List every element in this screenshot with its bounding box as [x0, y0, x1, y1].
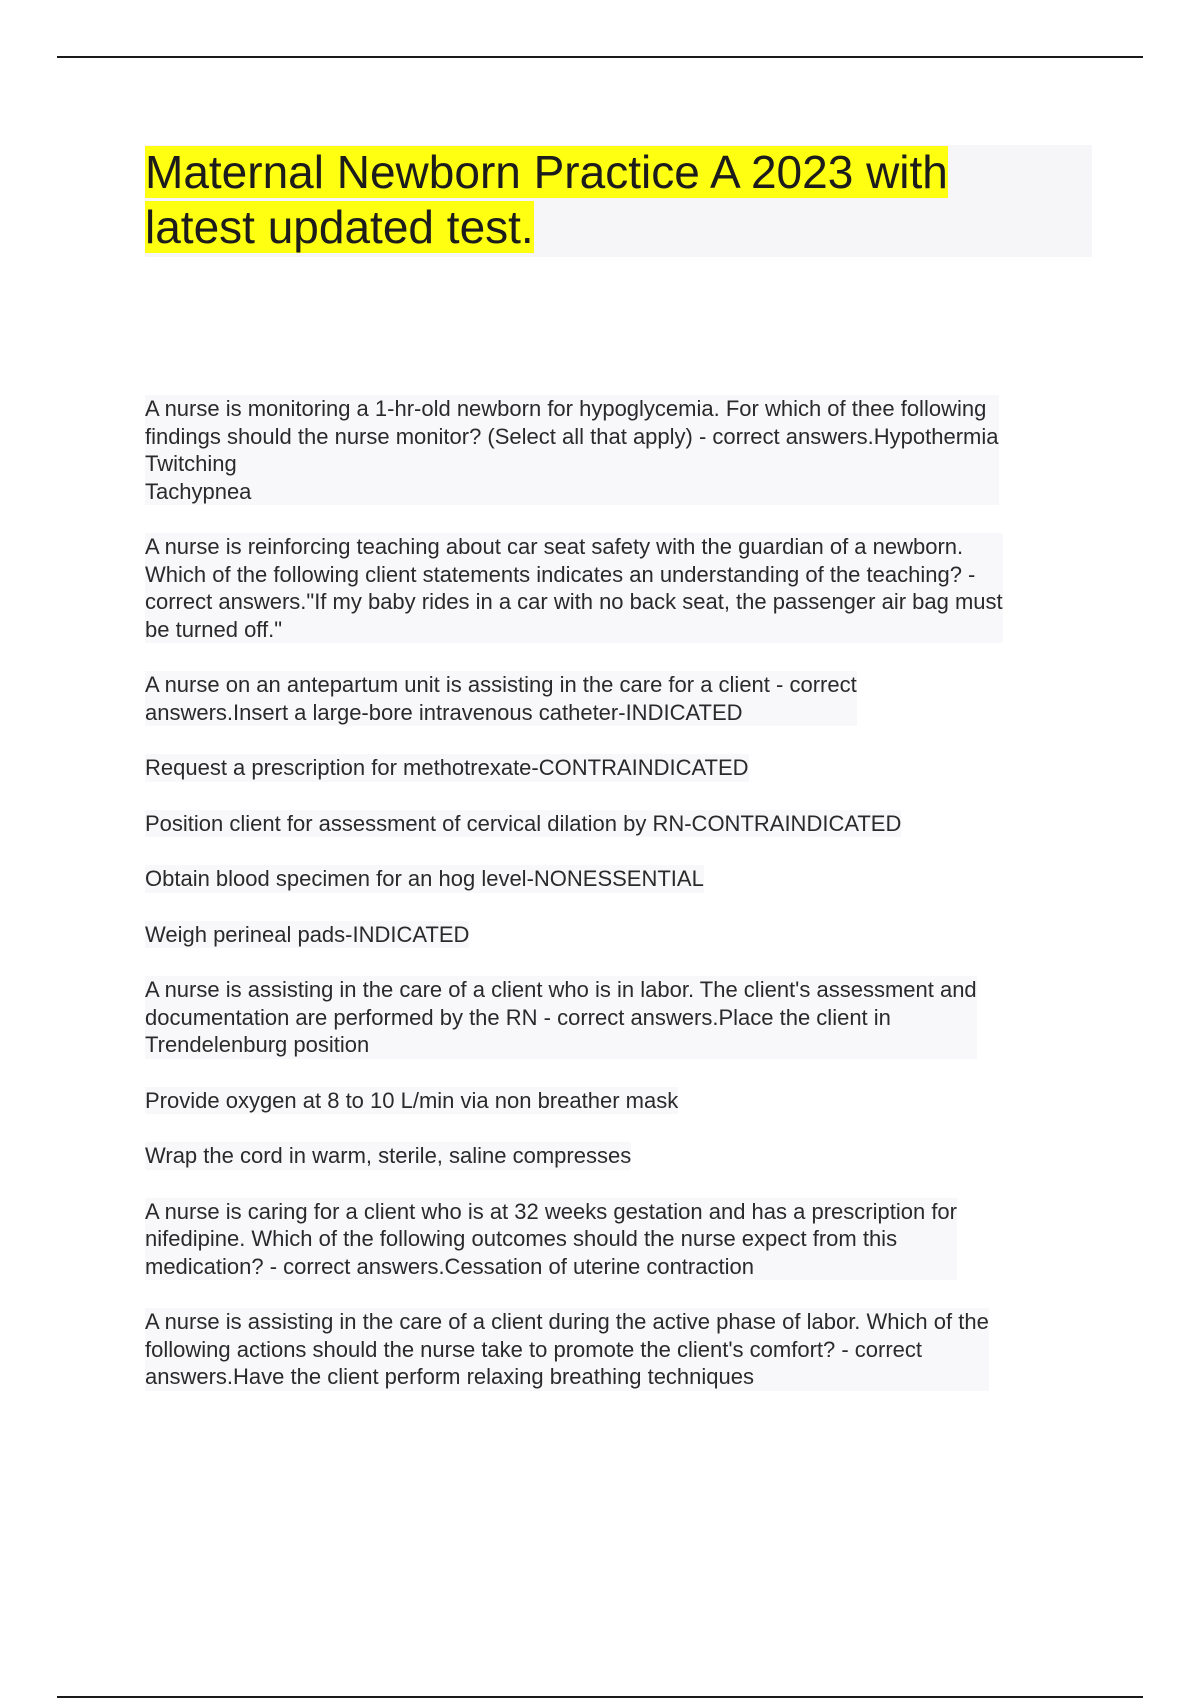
- paragraph-line: nifedipine. Which of the following outcomes should the nurse expect from this: [145, 1226, 898, 1251]
- paragraph-line: Twitching: [145, 451, 237, 476]
- paragraph-line: A nurse is assisting in the care of a client during the active phase of labor. Which of the: [145, 1309, 989, 1334]
- paragraph-line: A nurse is caring for a client who is at 32 weeks gestation and has a prescription for: [145, 1198, 957, 1224]
- question-paragraph: [145, 865, 704, 893]
- top-rule: [57, 56, 1143, 58]
- paragraph-line: Position client for assessment of cervical dilation by RN-CONTRAINDICATED: [145, 810, 902, 836]
- paragraph-line: Obtain blood specimen for an hog level-NONESSENTIAL: [145, 866, 704, 891]
- paragraph-line: following actions should the nurse take to promote the client's comfort? - correct: [145, 1336, 923, 1362]
- paragraph-line: A nurse on an antepartum unit is assisting in the care for a client - correct: [145, 672, 857, 697]
- paragraph-line: Trendelenburg position: [145, 1032, 370, 1057]
- paragraph-line: Weigh perineal pads-INDICATED: [145, 921, 470, 947]
- document-body: [145, 395, 1095, 1419]
- bottom-rule: [57, 1696, 1143, 1698]
- paragraph-line: answers.Insert a large-bore intravenous catheter-INDICATED: [145, 699, 743, 725]
- question-paragraph: [145, 395, 999, 505]
- paragraph-line: A nurse is assisting in the care of a client who is in labor. The client's assessment and: [145, 977, 977, 1002]
- paragraph-line: Request a prescription for methotrexate-CONTRAINDICATED: [145, 755, 749, 780]
- paragraph-line: Wrap the cord in warm, sterile, saline compresses: [145, 1143, 632, 1168]
- paragraph-line: be turned off.": [145, 616, 283, 642]
- paragraph-line: documentation are performed by the RN - correct answers.Place the client in: [145, 1004, 891, 1030]
- question-paragraph: [145, 533, 1003, 643]
- paragraph-line: A nurse is reinforcing teaching about car seat safety with the guardian of a newborn.: [145, 534, 964, 559]
- question-paragraph: [145, 754, 749, 782]
- paragraph-line: Provide oxygen at 8 to 10 L/min via non breather mask: [145, 1087, 679, 1113]
- question-paragraph: [145, 810, 901, 838]
- highlighted-title-text: Maternal Newborn Practice A 2023 with latest updated test.: [145, 146, 948, 253]
- question-paragraph: [145, 921, 469, 949]
- paragraph-line: Which of the following client statements indicates an understanding of the teaching? -: [145, 561, 976, 587]
- question-paragraph: [145, 1198, 957, 1281]
- paragraph-line: medication? - correct answers.Cessation of uterine contraction: [145, 1253, 754, 1279]
- document-title: [145, 145, 1045, 255]
- question-paragraph: [145, 1142, 631, 1170]
- question-paragraph: [145, 976, 977, 1059]
- paragraph-line: Tachypnea: [145, 478, 252, 504]
- question-paragraph: [145, 671, 857, 726]
- paragraph-line: answers.Have the client perform relaxing breathing techniques: [145, 1364, 754, 1389]
- paragraph-line: A nurse is monitoring a 1-hr-old newborn for hypoglycemia. For which of thee following: [145, 396, 987, 421]
- paragraph-line: correct answers."If my baby rides in a car with no back seat, the passenger air bag must: [145, 589, 1003, 614]
- question-paragraph: [145, 1308, 989, 1391]
- question-paragraph: [145, 1087, 678, 1115]
- paragraph-line: findings should the nurse monitor? (Select all that apply) - correct answers.Hypothermia: [145, 423, 999, 449]
